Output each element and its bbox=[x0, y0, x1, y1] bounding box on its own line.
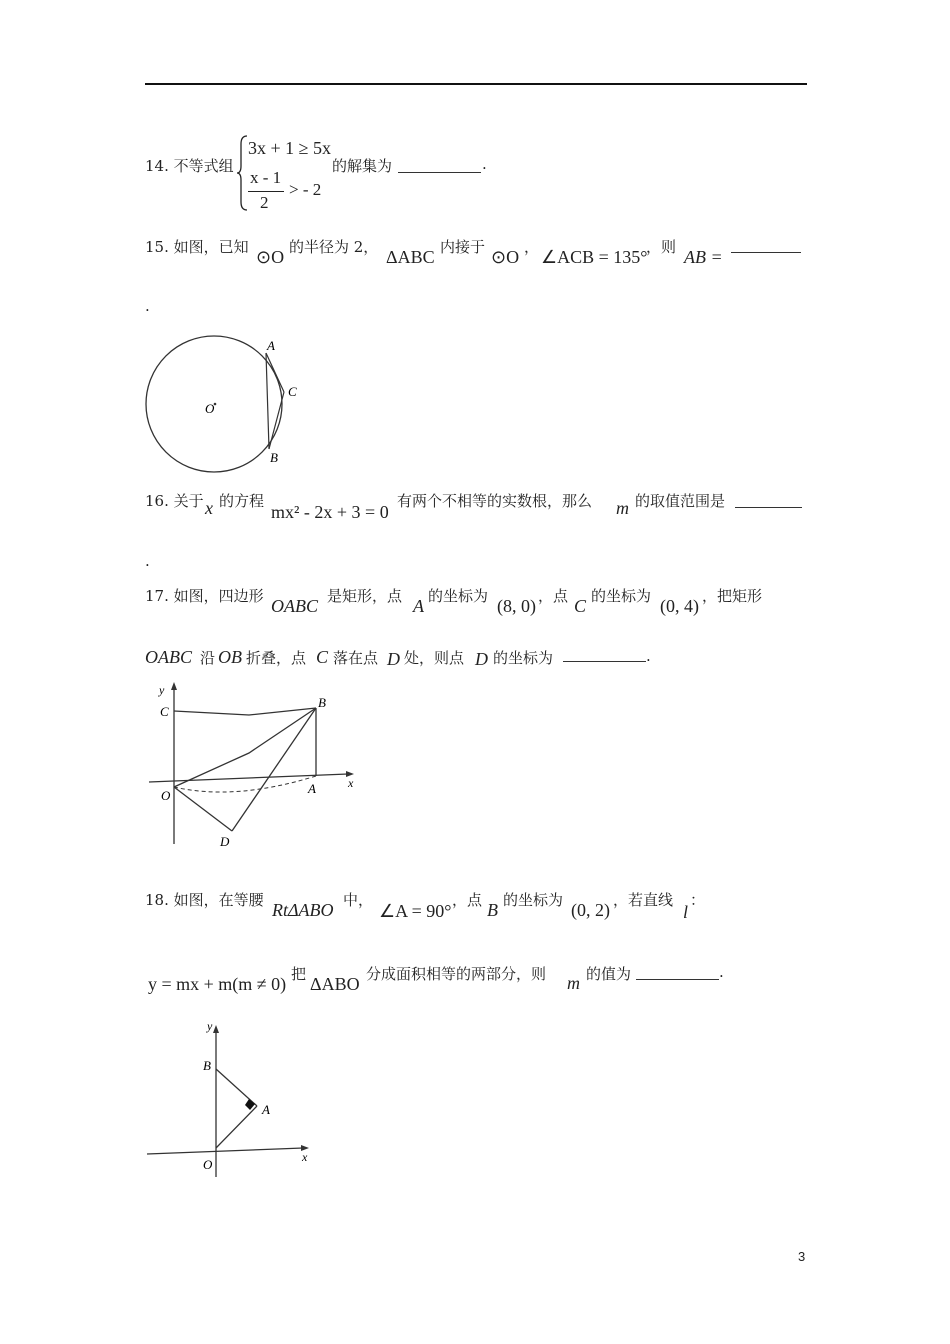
q15-text-1: 的半径为 2， bbox=[289, 238, 379, 256]
q17-a: A bbox=[413, 596, 424, 616]
q18-label: 18. 如图，在等腰 bbox=[145, 891, 264, 909]
q16-text-2: 有两个不相等的实数根，那么 bbox=[397, 492, 593, 510]
q17-label: 17. 如图，四边形 bbox=[145, 587, 264, 605]
q15-chord-ab bbox=[266, 353, 269, 449]
q14-label: 14. 不等式组 bbox=[145, 157, 234, 175]
q14-inequality-2-rest: > - 2 bbox=[289, 180, 322, 199]
q18-end: . bbox=[719, 963, 724, 981]
q15-text-2: 内接于 bbox=[440, 238, 486, 256]
q17-label-y: y bbox=[159, 683, 165, 697]
q15-label-c: C bbox=[288, 384, 297, 399]
q18-text-1: 中， bbox=[343, 891, 374, 909]
q17-coord-a: (8, 0) bbox=[497, 596, 536, 616]
q17-label-o: O bbox=[161, 788, 171, 803]
q18-label-a: A bbox=[262, 1102, 270, 1117]
q17-text-10: 的坐标为 bbox=[493, 649, 554, 667]
q16-answer-blank bbox=[735, 491, 802, 508]
q18-right-angle-mark bbox=[245, 1099, 255, 1110]
q17-oabc-2: OABC bbox=[145, 647, 192, 667]
q17-c: C bbox=[574, 596, 587, 616]
q18-y-arrow bbox=[213, 1025, 219, 1033]
q18-x-axis bbox=[147, 1148, 303, 1154]
q17-label-c: C bbox=[160, 704, 169, 719]
q18-triangle-2: ΔABO bbox=[310, 974, 360, 994]
q18-answer-blank bbox=[636, 963, 719, 980]
q18-text-5: 把 bbox=[291, 965, 307, 983]
q15-comma: ， bbox=[524, 238, 540, 256]
q15-chord-cb bbox=[269, 392, 284, 449]
q17-text-7: 折叠，点 bbox=[246, 649, 307, 667]
q17-answer-blank bbox=[563, 645, 646, 662]
q18-angle: ∠A = 90° bbox=[379, 901, 452, 921]
q16-dot: . bbox=[145, 552, 150, 570]
q15-label-b: B bbox=[270, 450, 278, 465]
q17-d-2: D bbox=[475, 649, 488, 669]
q16-m: m bbox=[616, 498, 629, 518]
q17-y-arrow bbox=[171, 682, 177, 690]
q18-text-7: 的值为 bbox=[586, 965, 632, 983]
q18-label-o: O bbox=[203, 1157, 213, 1172]
q15-text-3: ，则 bbox=[646, 238, 677, 256]
q18-label-b: B bbox=[203, 1058, 211, 1073]
q15-ab: AB = bbox=[684, 247, 723, 267]
q14-fraction-numerator: x - 1 bbox=[250, 168, 282, 187]
q17-text-2: 的坐标为 bbox=[428, 587, 489, 605]
q18-text-6: 分成面积相等的两部分，则 bbox=[366, 965, 547, 983]
q14-tail: 的解集为 bbox=[332, 157, 393, 175]
q18-figure bbox=[145, 1017, 317, 1183]
q17-d: D bbox=[387, 649, 400, 669]
q16-label: 16. 关于 bbox=[145, 492, 204, 510]
q18-b: B bbox=[487, 900, 498, 920]
q18-text-4: ，若直线 bbox=[613, 891, 674, 909]
q17-c-2: C bbox=[316, 647, 329, 667]
q17-end: . bbox=[646, 647, 651, 665]
q14-fraction-denominator: 2 bbox=[260, 193, 269, 212]
q18-triangle: RtΔABO bbox=[272, 900, 334, 920]
q14-end: . bbox=[482, 155, 487, 173]
q17-oabc: OABC bbox=[271, 596, 318, 616]
q17-text-9: 处，则点 bbox=[404, 649, 465, 667]
q17-text-3: ，点 bbox=[538, 587, 569, 605]
q17-text-4: 的坐标为 bbox=[591, 587, 652, 605]
q17-label-d: D bbox=[220, 834, 230, 849]
q15-label-a: A bbox=[267, 338, 275, 353]
q15-triangle: ΔABC bbox=[386, 247, 435, 267]
q18-coord-b: (0, 2) bbox=[571, 900, 610, 920]
q17-ob: OB bbox=[218, 647, 242, 667]
q17-text-5: ，把矩形 bbox=[702, 587, 763, 605]
q18-label-y: y bbox=[207, 1019, 213, 1033]
q17-x-axis bbox=[149, 774, 348, 782]
q17-edge-od bbox=[174, 787, 232, 831]
q18-equation: y = mx + m(m ≠ 0) bbox=[148, 974, 287, 994]
q17-label-b: B bbox=[318, 695, 326, 710]
q18-colon: ： bbox=[690, 891, 706, 909]
q17-text-6: 沿 bbox=[200, 649, 216, 667]
q18-l: l bbox=[683, 902, 689, 922]
q16-equation: mx² - 2x + 3 = 0 bbox=[271, 502, 389, 522]
page-number: 3 bbox=[798, 1249, 806, 1264]
q15-circle-o-2: ⊙O bbox=[491, 247, 520, 267]
q17-diagonal-ob bbox=[174, 708, 316, 787]
q17-text-1: 是矩形，点 bbox=[327, 587, 403, 605]
q17-text-8: 落在点 bbox=[333, 649, 379, 667]
q15-circle-o: ⊙O bbox=[256, 247, 285, 267]
q17-coord-c: (0, 4) bbox=[660, 596, 699, 616]
q16-text-1: 的方程 bbox=[219, 492, 265, 510]
header-rule bbox=[145, 83, 807, 85]
q17-label-x: x bbox=[348, 776, 354, 790]
q18-text-3: 的坐标为 bbox=[503, 891, 564, 909]
q14-inequality-1: 3x + 1 ≥ 5x bbox=[248, 138, 332, 158]
q15-chord-ac bbox=[266, 353, 284, 392]
q18-m: m bbox=[567, 973, 580, 993]
q18-edge-ao bbox=[216, 1106, 257, 1148]
q17-edge-cb bbox=[174, 708, 316, 715]
q15-circle-figure bbox=[143, 325, 305, 475]
q15-label: 15. 如图，已知 bbox=[145, 238, 249, 256]
q16-x: x bbox=[205, 498, 213, 518]
q15-answer-blank bbox=[731, 236, 801, 253]
q17-edge-db bbox=[232, 708, 316, 831]
q18-text-2: ，点 bbox=[452, 891, 483, 909]
q17-figure bbox=[145, 676, 357, 852]
q15-angle: ∠ACB = 135° bbox=[541, 247, 648, 267]
q18-edge-ba bbox=[216, 1069, 257, 1106]
q14-fraction-bar bbox=[248, 191, 284, 192]
q14-answer-blank bbox=[398, 156, 481, 173]
q15-label-o: O bbox=[205, 401, 215, 416]
q15-dot: . bbox=[145, 297, 150, 315]
q17-label-a: A bbox=[308, 781, 316, 796]
q18-label-x: x bbox=[302, 1150, 308, 1164]
q16-text-3: 的取值范围是 bbox=[635, 492, 726, 510]
